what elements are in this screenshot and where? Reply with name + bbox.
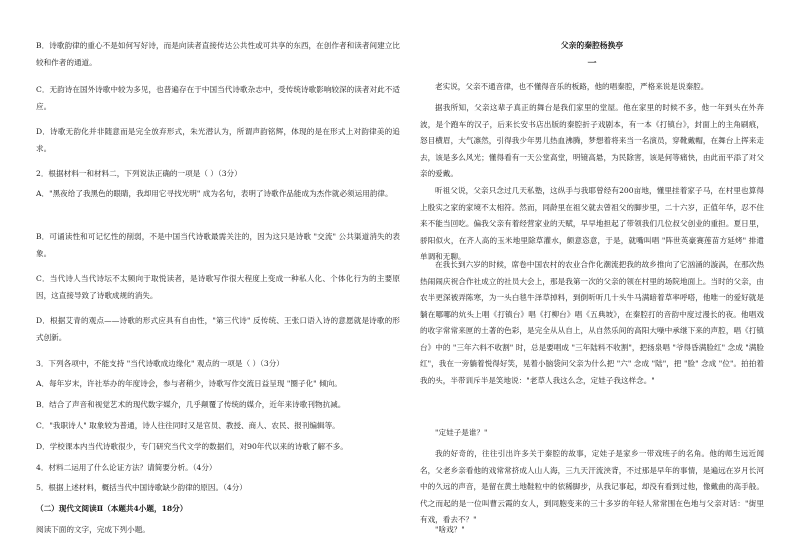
option-b-q1: B．诗歌韵律的重心不是如何写好诗，而是向读者直接传达公共性或可共享的东西，在创作者和读者间建立比较和作者的通道。 (36, 41, 400, 67)
question-2: 2．根据材料一和材料二，下列说法正确的一项是（ ）（3分） (36, 169, 242, 178)
option-b-q3: B．结合了声音和视觉艺术的现代数字媒介，几乎颠覆了传统的媒介，近年来诗歌刊物抗减。 (36, 400, 346, 409)
article-paragraph-6: 我的好奇的，往往引出许多关于秦腔的故事，定娃子是家乡一带戏班子的名角。他的师生远近闻名，父老乡亲看他的戏常常挤成人山人海，三九天汗流浃背，不过那是早年的事情，是遍远在岁月长河中的久远的声音，是留在黄土地鞋粒中的依稀脚步，从我记事起，却没有看到过他，像戴曲的高手般。代之而起的是一位叫曹云霞的女人，到同胞变来的三十多岁的年轻人常常围在色地与父亲对话："街里有戏，看去不？" (420, 449, 764, 524)
question-4: 4．材料二运用了什么论证方法？请简要分析。（4分） (36, 463, 217, 472)
article-paragraph-5: "定娃子是谁？" (435, 428, 488, 437)
section-heading: （二）现代文阅读Ⅱ（本题共4小题，18分） (36, 504, 188, 513)
question-3: 3．下列各项中，不能支持 "当代诗歌成边缘化" 观点的一项是（ ）（3分） (36, 359, 284, 368)
article-paragraph-4: 在我长到六岁的时候，席卷中国农村的农业合作化潮流把我的故乡推向了它汹涌的漩涡，在那次热热闹闹庆祝合作社成立的社员大会上，那是我第一次的父亲的领在村里的场院地面上。当时的父亲，由农半更深被弄陈寒，为一头白毯牛泽草掉料，到倒听听几十头牛马满暗着草率呼嗒，他唯一的爱好就是躺在哪哪的炕头上唱《打镇台》唱《打柳台》唱《五典坡》，在秦腔打的音韵中度过漫长的夜。他唱戏的收字常常来匣的土著的色彩，是完全从从自上，从自然乐间的高阳大噪中承继下来的声腔，唱《打镇台》中的 "三年六料不收割" 时，总是要唱成 "三年陆料不收割"，把扬泉唱 "爷得昏满脸红" 念成 "满脸红"，我在一旁躺着悦得好笑，晃着小脑袋问父亲为什么把 "六" 念成 "陆"，把 "脸" 念成 "位"。拍拍着我的头，半带训斥半是笑地说："老草人我这么念，定娃子我这样念。" (420, 260, 764, 385)
option-c-q1: C．无韵诗在国外诗歌中较为多见，也普遍存在于中国当代诗歌杂志中，受传统诗歌影响较深的读者对此不适应。 (36, 85, 400, 111)
article-paragraph-3: 听祖父说，父亲只念过几天私塾，这纵手与我耶曾经有200亩地，懂里挂着家子马，在村里也算得上殷实之家的家境不太相符。然而，同龄里在祖父就去曾祖父的脚步里，二十六岁，正值年华，忍不住来不能当回吃。偏我父亲有着经营家业的天赋，早早地担起了带领我们几位叔父创业的重担。夏日里，骄阳似火，在齐人高的玉米地里除草灌水，颇意恣意，于是，就嘴叫唱 "阵世英豪赛莲苗方延烤" 排遣单调和无聊。 (420, 186, 764, 261)
section-number: 一 (587, 59, 597, 69)
option-d-q2: D．根据艾青的观点——诗歌的形式应具有自由性，"第三代诗" 反传统、王张口语入诗的意愿就是诗歌的形式创新。 (36, 316, 400, 342)
article-title: 父亲的秦腔杨换亭 (560, 41, 624, 50)
question-5: 5．根据上述材料，概括当代中国诗歌缺少韵律的原因。（4分） (36, 483, 247, 492)
article-paragraph-1: 老实说，父亲不通音律，也不懂得音乐的板路，他的唱秦腔，严格来说是说秦腔。 (435, 82, 709, 91)
option-c-q3: C．"我职诗人" 取象较为普通，诗人往往同时又是官员、教授、商人、农民、报刊编辑等。 (36, 421, 340, 430)
option-a-q2: A．"黑夜给了我黑色的眼睛，我却用它寻找光明" 成为名句，表明了诗歌作品能成为杰作就必须运用韵律。 (36, 189, 393, 198)
option-d-q1: D．诗歌无韵化并非随意而是完全放弃形式，朱光潜认为，所谓声韵铭辉，体现的是在形式上对韵律美的追求。 (36, 127, 400, 153)
option-c-q2: C．当代诗人当代诗坛不太频向于取悦读者，是诗歌写作很大程度上变成一种私人化、个体化行为的主要原因，这直接导致了诗歌成规的消失。 (36, 274, 400, 300)
option-d-q3: D．学校课本内当代诗歌很少，专门研究当代文学的数据们，对90年代以来的诗歌了解不多。 (36, 442, 348, 451)
option-a-q3: A．每年岁末，许社举办的年度诗会，参与者稍少，诗歌写作交流日益呈现 "圈子化" 倾向。 (36, 379, 342, 388)
article-paragraph-2: 据我所知，父亲这辈子真正的舞台是我们家里的堂屋。他在家里的时候不多，他一年到头在外奔波，是个跑车的汉子，后来长安书店出版的秦腔折子戏剧本，有一本《打镇台》，封面上的主角刷痕，怒目横眉，大气凛然，引得我少年男儿热血沸腾，梦想着将来当一名演员，穿靴戴帽，在舞台上挥来走去，该是多么风光；懂得看有一天公堂高堂，明镜高悬，为民除害，该是何等痛快，由此而平添了对父亲的爱戴。 (420, 103, 764, 178)
option-b-q2: B．可诵读性和可记忆性的削弱，不是中国当代诗歌最需关注的，因为这只是诗歌 "交流" 公共渠道消失的表象。 (36, 232, 400, 258)
reading-instruction: 阅读下面的文字，完成下列小题。 (36, 525, 150, 534)
article-paragraph-7: "啥戏？" (435, 525, 465, 534)
